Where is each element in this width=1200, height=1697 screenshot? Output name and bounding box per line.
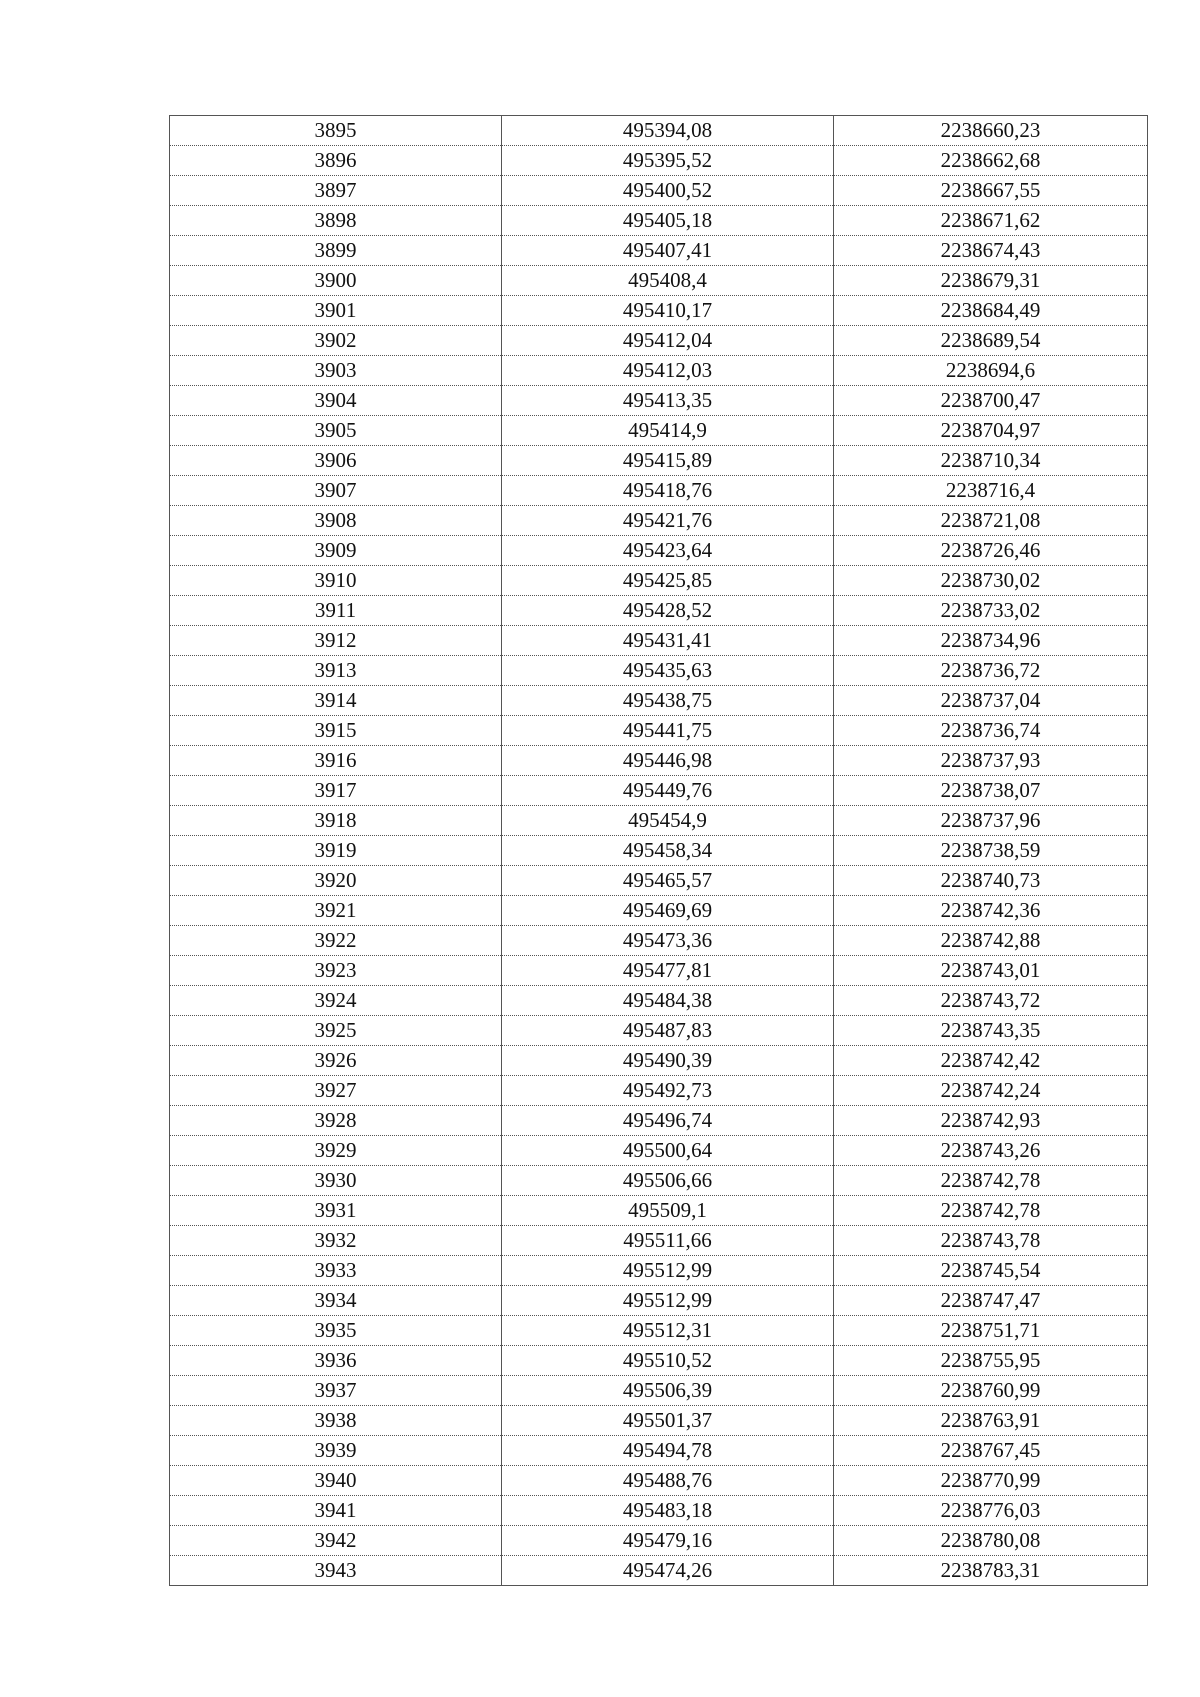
table-row xyxy=(170,1406,1148,1436)
table-row xyxy=(170,956,1148,986)
x-coordinate-cell: 495506,39 xyxy=(502,1376,834,1406)
x-coordinate-cell: 495414,9 xyxy=(502,416,834,446)
point-number-cell: 3920 xyxy=(170,866,502,896)
point-number-cell: 3897 xyxy=(170,176,502,206)
table-row xyxy=(170,1016,1148,1046)
table-row xyxy=(170,1196,1148,1226)
point-number-cell: 3925 xyxy=(170,1016,502,1046)
y-coordinate-cell: 2238776,03 xyxy=(834,1496,1148,1526)
y-coordinate-cell: 2238743,35 xyxy=(834,1016,1148,1046)
x-coordinate-cell: 495441,75 xyxy=(502,716,834,746)
point-number-cell: 3912 xyxy=(170,626,502,656)
y-coordinate-cell: 2238726,46 xyxy=(834,536,1148,566)
y-coordinate-cell: 2238694,6 xyxy=(834,356,1148,386)
table-row xyxy=(170,266,1148,296)
table-row xyxy=(170,1346,1148,1376)
y-coordinate-cell: 2238742,42 xyxy=(834,1046,1148,1076)
x-coordinate-cell: 495500,64 xyxy=(502,1136,834,1166)
table-row xyxy=(170,926,1148,956)
table-row xyxy=(170,806,1148,836)
table-row xyxy=(170,1436,1148,1466)
y-coordinate-cell: 2238745,54 xyxy=(834,1256,1148,1286)
x-coordinate-cell: 495454,9 xyxy=(502,806,834,836)
x-coordinate-cell: 495479,16 xyxy=(502,1526,834,1556)
y-coordinate-cell: 2238770,99 xyxy=(834,1466,1148,1496)
table-row xyxy=(170,146,1148,176)
x-coordinate-cell: 495474,26 xyxy=(502,1556,834,1586)
point-number-cell: 3933 xyxy=(170,1256,502,1286)
point-number-cell: 3904 xyxy=(170,386,502,416)
point-number-cell: 3922 xyxy=(170,926,502,956)
coordinates-table-body xyxy=(170,116,1148,1586)
x-coordinate-cell: 495425,85 xyxy=(502,566,834,596)
table-row xyxy=(170,1496,1148,1526)
y-coordinate-cell: 2238742,88 xyxy=(834,926,1148,956)
point-number-cell: 3940 xyxy=(170,1466,502,1496)
table-row xyxy=(170,416,1148,446)
point-number-cell: 3934 xyxy=(170,1286,502,1316)
point-number-cell: 3929 xyxy=(170,1136,502,1166)
point-number-cell: 3915 xyxy=(170,716,502,746)
point-number-cell: 3902 xyxy=(170,326,502,356)
x-coordinate-cell: 495412,04 xyxy=(502,326,834,356)
y-coordinate-cell: 2238674,43 xyxy=(834,236,1148,266)
point-number-cell: 3938 xyxy=(170,1406,502,1436)
y-coordinate-cell: 2238704,97 xyxy=(834,416,1148,446)
y-coordinate-cell: 2238763,91 xyxy=(834,1406,1148,1436)
table-row xyxy=(170,746,1148,776)
point-number-cell: 3911 xyxy=(170,596,502,626)
table-row xyxy=(170,356,1148,386)
y-coordinate-cell: 2238742,78 xyxy=(834,1166,1148,1196)
x-coordinate-cell: 495431,41 xyxy=(502,626,834,656)
x-coordinate-cell: 495400,52 xyxy=(502,176,834,206)
y-coordinate-cell: 2238760,99 xyxy=(834,1376,1148,1406)
point-number-cell: 3919 xyxy=(170,836,502,866)
x-coordinate-cell: 495510,52 xyxy=(502,1346,834,1376)
point-number-cell: 3935 xyxy=(170,1316,502,1346)
point-number-cell: 3901 xyxy=(170,296,502,326)
table-row xyxy=(170,596,1148,626)
x-coordinate-cell: 495410,17 xyxy=(502,296,834,326)
table-row xyxy=(170,116,1148,146)
y-coordinate-cell: 2238716,4 xyxy=(834,476,1148,506)
table-row xyxy=(170,1136,1148,1166)
y-coordinate-cell: 2238730,02 xyxy=(834,566,1148,596)
y-coordinate-cell: 2238740,73 xyxy=(834,866,1148,896)
table-row xyxy=(170,1046,1148,1076)
y-coordinate-cell: 2238780,08 xyxy=(834,1526,1148,1556)
y-coordinate-cell: 2238710,34 xyxy=(834,446,1148,476)
y-coordinate-cell: 2238751,71 xyxy=(834,1316,1148,1346)
y-coordinate-cell: 2238733,02 xyxy=(834,596,1148,626)
point-number-cell: 3913 xyxy=(170,656,502,686)
point-number-cell: 3921 xyxy=(170,896,502,926)
x-coordinate-cell: 495512,99 xyxy=(502,1286,834,1316)
y-coordinate-cell: 2238689,54 xyxy=(834,326,1148,356)
y-coordinate-cell: 2238783,31 xyxy=(834,1556,1148,1586)
table-row xyxy=(170,326,1148,356)
table-row xyxy=(170,866,1148,896)
point-number-cell: 3895 xyxy=(170,116,502,146)
table-row xyxy=(170,836,1148,866)
table-row xyxy=(170,1316,1148,1346)
x-coordinate-cell: 495469,69 xyxy=(502,896,834,926)
point-number-cell: 3937 xyxy=(170,1376,502,1406)
point-number-cell: 3927 xyxy=(170,1076,502,1106)
x-coordinate-cell: 495490,39 xyxy=(502,1046,834,1076)
x-coordinate-cell: 495446,98 xyxy=(502,746,834,776)
table-row xyxy=(170,896,1148,926)
point-number-cell: 3923 xyxy=(170,956,502,986)
x-coordinate-cell: 495501,37 xyxy=(502,1406,834,1436)
y-coordinate-cell: 2238737,04 xyxy=(834,686,1148,716)
table-row xyxy=(170,1106,1148,1136)
y-coordinate-cell: 2238721,08 xyxy=(834,506,1148,536)
point-number-cell: 3928 xyxy=(170,1106,502,1136)
x-coordinate-cell: 495408,4 xyxy=(502,266,834,296)
table-row xyxy=(170,176,1148,206)
x-coordinate-cell: 495413,35 xyxy=(502,386,834,416)
table-row xyxy=(170,1256,1148,1286)
x-coordinate-cell: 495428,52 xyxy=(502,596,834,626)
point-number-cell: 3943 xyxy=(170,1556,502,1586)
y-coordinate-cell: 2238736,74 xyxy=(834,716,1148,746)
table-row xyxy=(170,1556,1148,1586)
x-coordinate-cell: 495458,34 xyxy=(502,836,834,866)
point-number-cell: 3910 xyxy=(170,566,502,596)
y-coordinate-cell: 2238736,72 xyxy=(834,656,1148,686)
table-row xyxy=(170,716,1148,746)
table-row xyxy=(170,686,1148,716)
x-coordinate-cell: 495438,75 xyxy=(502,686,834,716)
y-coordinate-cell: 2238742,78 xyxy=(834,1196,1148,1226)
point-number-cell: 3924 xyxy=(170,986,502,1016)
x-coordinate-cell: 495405,18 xyxy=(502,206,834,236)
y-coordinate-cell: 2238767,45 xyxy=(834,1436,1148,1466)
point-number-cell: 3896 xyxy=(170,146,502,176)
x-coordinate-cell: 495511,66 xyxy=(502,1226,834,1256)
x-coordinate-cell: 495492,73 xyxy=(502,1076,834,1106)
point-number-cell: 3936 xyxy=(170,1346,502,1376)
x-coordinate-cell: 495488,76 xyxy=(502,1466,834,1496)
table-row xyxy=(170,776,1148,806)
x-coordinate-cell: 495435,63 xyxy=(502,656,834,686)
table-row xyxy=(170,1166,1148,1196)
x-coordinate-cell: 495415,89 xyxy=(502,446,834,476)
table-row xyxy=(170,476,1148,506)
table-row xyxy=(170,986,1148,1016)
table-row xyxy=(170,566,1148,596)
x-coordinate-cell: 495395,52 xyxy=(502,146,834,176)
table-row xyxy=(170,236,1148,266)
y-coordinate-cell: 2238742,24 xyxy=(834,1076,1148,1106)
point-number-cell: 3898 xyxy=(170,206,502,236)
x-coordinate-cell: 495509,1 xyxy=(502,1196,834,1226)
table-row xyxy=(170,446,1148,476)
table-row xyxy=(170,506,1148,536)
x-coordinate-cell: 495473,36 xyxy=(502,926,834,956)
y-coordinate-cell: 2238684,49 xyxy=(834,296,1148,326)
table-row xyxy=(170,386,1148,416)
point-number-cell: 3939 xyxy=(170,1436,502,1466)
y-coordinate-cell: 2238671,62 xyxy=(834,206,1148,236)
x-coordinate-cell: 495494,78 xyxy=(502,1436,834,1466)
table-row xyxy=(170,1226,1148,1256)
x-coordinate-cell: 495512,99 xyxy=(502,1256,834,1286)
x-coordinate-cell: 495512,31 xyxy=(502,1316,834,1346)
point-number-cell: 3909 xyxy=(170,536,502,566)
y-coordinate-cell: 2238737,96 xyxy=(834,806,1148,836)
table-row xyxy=(170,626,1148,656)
x-coordinate-cell: 495407,41 xyxy=(502,236,834,266)
y-coordinate-cell: 2238679,31 xyxy=(834,266,1148,296)
y-coordinate-cell: 2238734,96 xyxy=(834,626,1148,656)
y-coordinate-cell: 2238755,95 xyxy=(834,1346,1148,1376)
y-coordinate-cell: 2238747,47 xyxy=(834,1286,1148,1316)
x-coordinate-cell: 495465,57 xyxy=(502,866,834,896)
y-coordinate-cell: 2238742,93 xyxy=(834,1106,1148,1136)
y-coordinate-cell: 2238660,23 xyxy=(834,116,1148,146)
table-row xyxy=(170,296,1148,326)
point-number-cell: 3906 xyxy=(170,446,502,476)
point-number-cell: 3917 xyxy=(170,776,502,806)
point-number-cell: 3914 xyxy=(170,686,502,716)
point-number-cell: 3918 xyxy=(170,806,502,836)
x-coordinate-cell: 495423,64 xyxy=(502,536,834,566)
table-row xyxy=(170,1376,1148,1406)
x-coordinate-cell: 495483,18 xyxy=(502,1496,834,1526)
point-number-cell: 3908 xyxy=(170,506,502,536)
point-number-cell: 3942 xyxy=(170,1526,502,1556)
y-coordinate-cell: 2238743,72 xyxy=(834,986,1148,1016)
point-number-cell: 3903 xyxy=(170,356,502,386)
x-coordinate-cell: 495506,66 xyxy=(502,1166,834,1196)
point-number-cell: 3899 xyxy=(170,236,502,266)
y-coordinate-cell: 2238743,78 xyxy=(834,1226,1148,1256)
x-coordinate-cell: 495394,08 xyxy=(502,116,834,146)
x-coordinate-cell: 495449,76 xyxy=(502,776,834,806)
x-coordinate-cell: 495412,03 xyxy=(502,356,834,386)
table-row xyxy=(170,1466,1148,1496)
y-coordinate-cell: 2238738,07 xyxy=(834,776,1148,806)
point-number-cell: 3941 xyxy=(170,1496,502,1526)
point-number-cell: 3926 xyxy=(170,1046,502,1076)
table-row xyxy=(170,1526,1148,1556)
x-coordinate-cell: 495496,74 xyxy=(502,1106,834,1136)
table-row xyxy=(170,1286,1148,1316)
x-coordinate-cell: 495487,83 xyxy=(502,1016,834,1046)
x-coordinate-cell: 495484,38 xyxy=(502,986,834,1016)
y-coordinate-cell: 2238737,93 xyxy=(834,746,1148,776)
y-coordinate-cell: 2238743,26 xyxy=(834,1136,1148,1166)
x-coordinate-cell: 495418,76 xyxy=(502,476,834,506)
y-coordinate-cell: 2238667,55 xyxy=(834,176,1148,206)
table-row xyxy=(170,656,1148,686)
table-row xyxy=(170,1076,1148,1106)
x-coordinate-cell: 495421,76 xyxy=(502,506,834,536)
table-row xyxy=(170,536,1148,566)
y-coordinate-cell: 2238738,59 xyxy=(834,836,1148,866)
point-number-cell: 3930 xyxy=(170,1166,502,1196)
y-coordinate-cell: 2238743,01 xyxy=(834,956,1148,986)
point-number-cell: 3900 xyxy=(170,266,502,296)
y-coordinate-cell: 2238700,47 xyxy=(834,386,1148,416)
y-coordinate-cell: 2238662,68 xyxy=(834,146,1148,176)
point-number-cell: 3905 xyxy=(170,416,502,446)
point-number-cell: 3931 xyxy=(170,1196,502,1226)
x-coordinate-cell: 495477,81 xyxy=(502,956,834,986)
y-coordinate-cell: 2238742,36 xyxy=(834,896,1148,926)
coordinates-table xyxy=(169,115,1148,1586)
point-number-cell: 3907 xyxy=(170,476,502,506)
point-number-cell: 3932 xyxy=(170,1226,502,1256)
point-number-cell: 3916 xyxy=(170,746,502,776)
table-row xyxy=(170,206,1148,236)
